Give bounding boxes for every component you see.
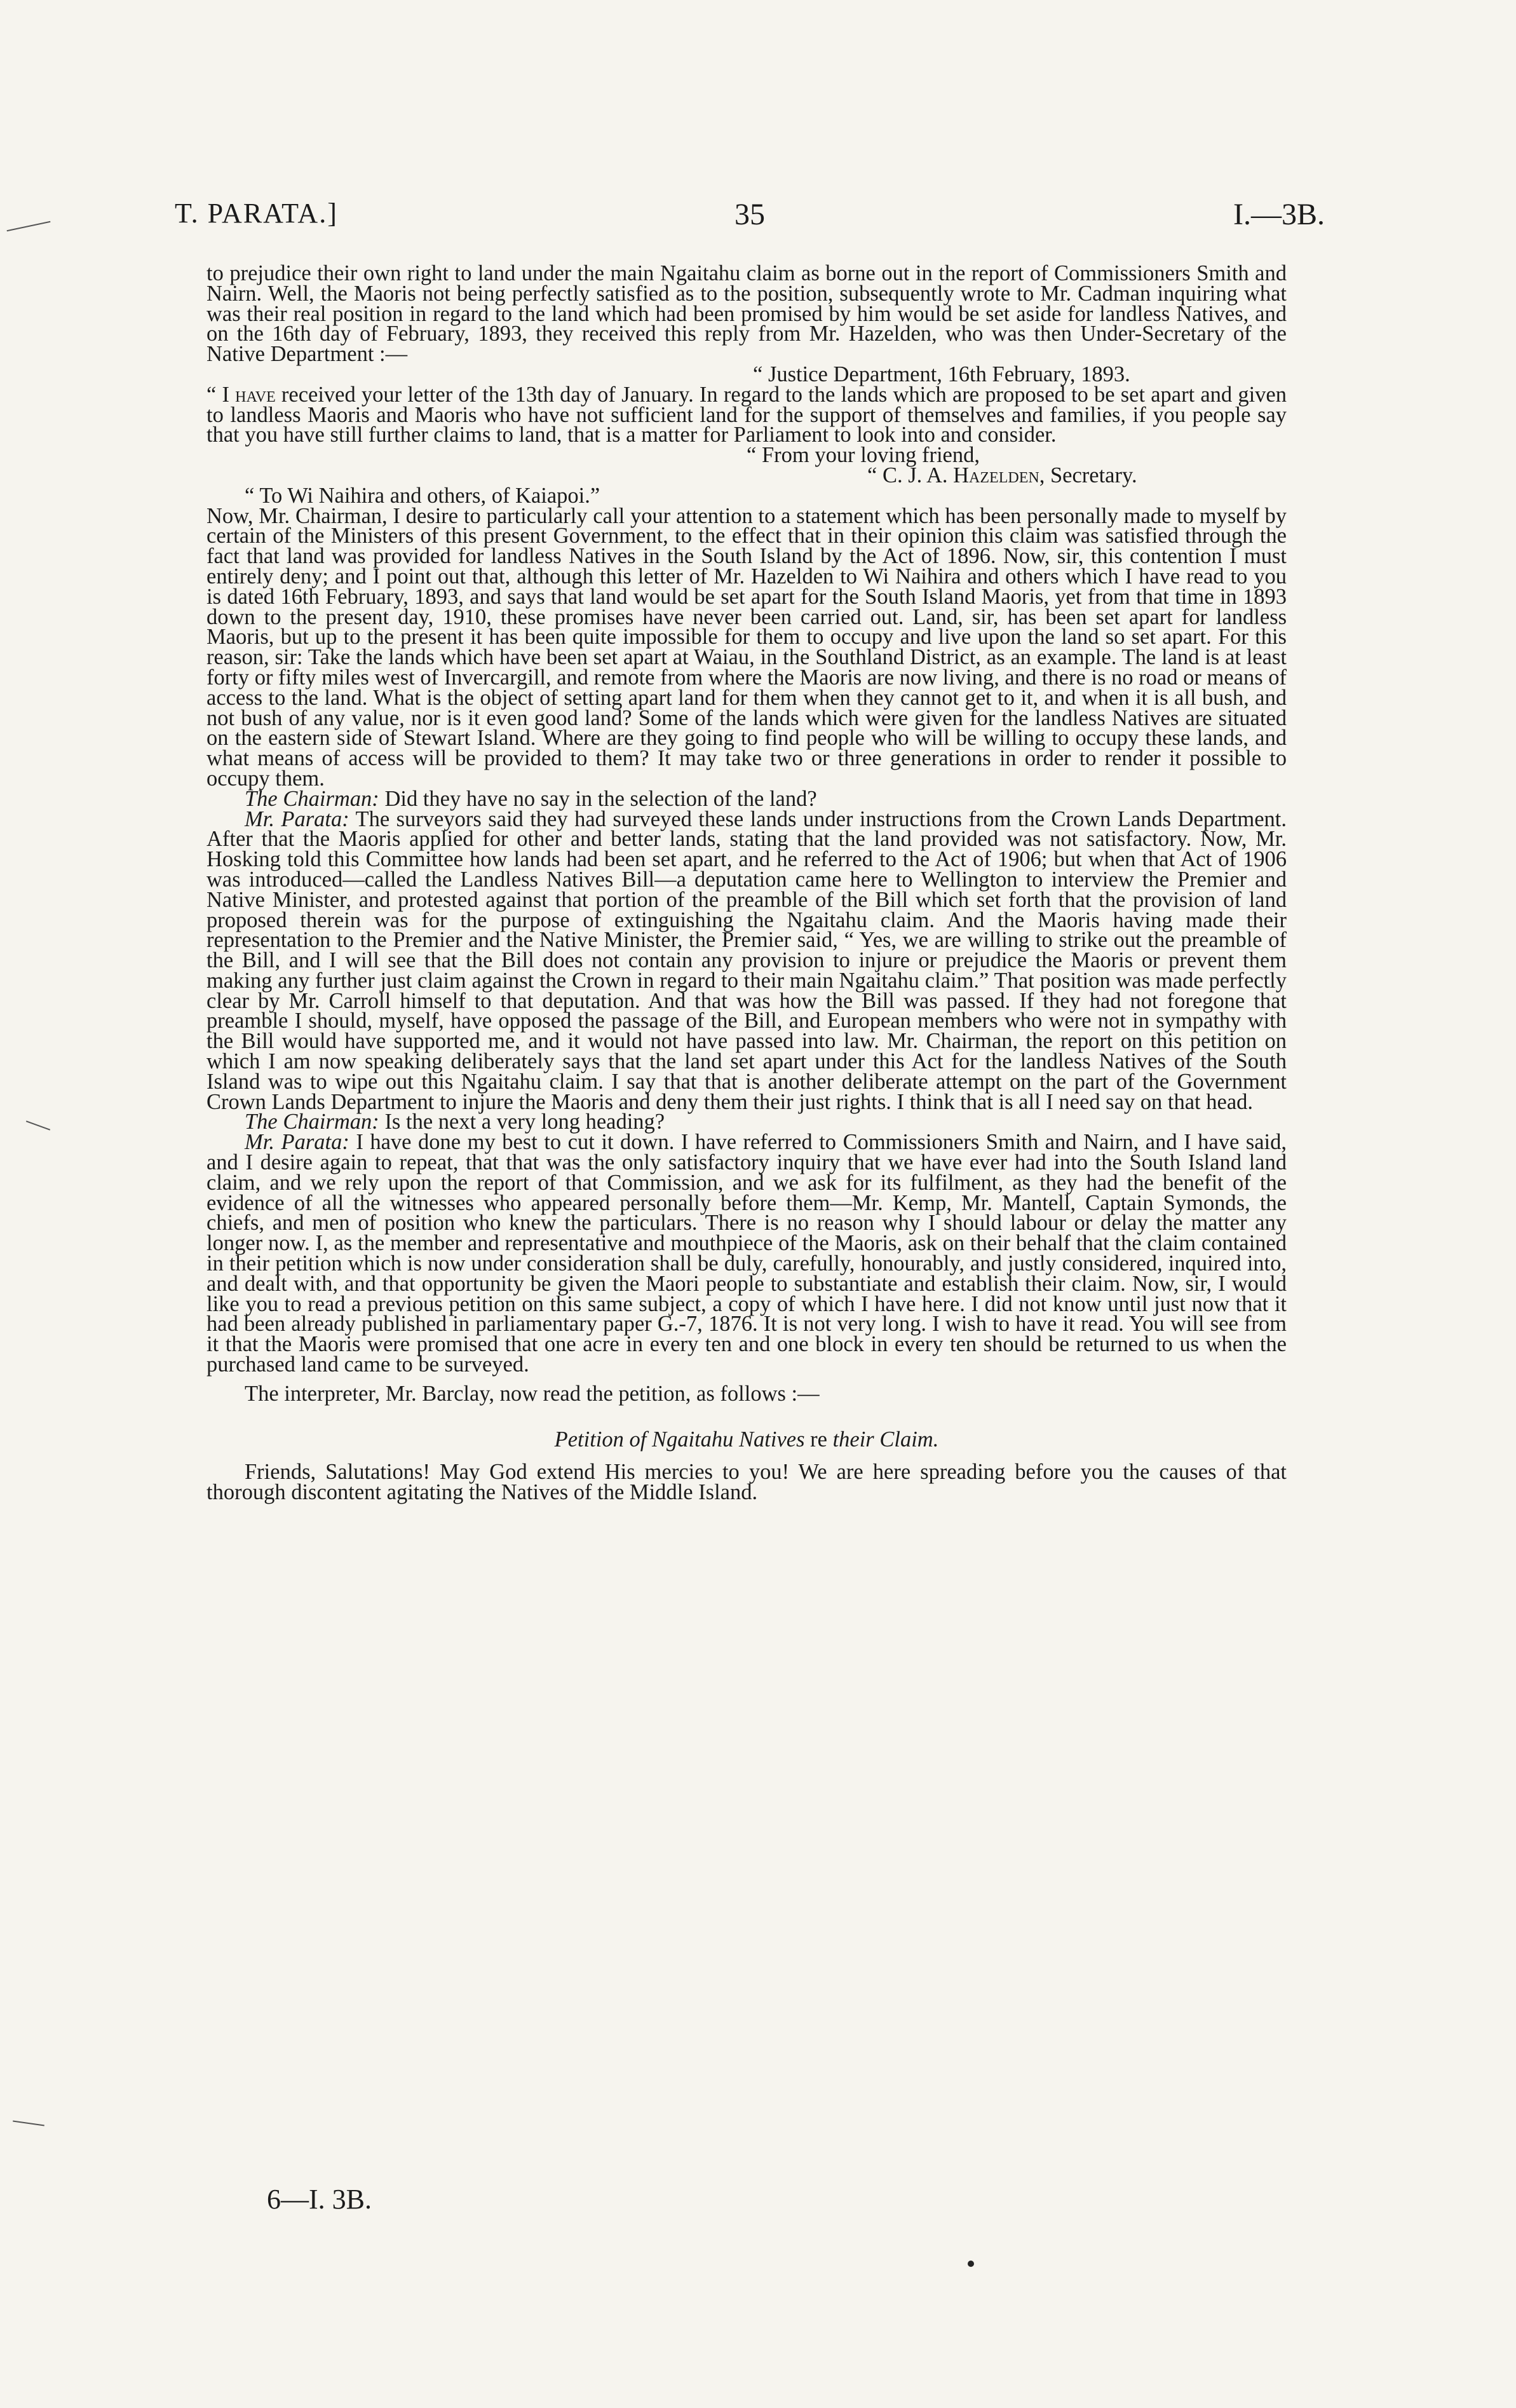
scan-mark-left-top — [7, 221, 51, 232]
print-dot — [968, 2261, 974, 2267]
paragraph-continued: to prejudice their own right to land under the main Ngaitahu claim as borne out in the report of Commissioners Smith and Nairn. Well, the Maoris not being perfectly satisfied as to the position, subsequently wrote to Mr. Cadman inquiring what was their real position in regard to the land which had been promised by him would be set aside for landless Natives, and on the 16th day of February, 1893, they received this reply from Mr. Hazelden, who was then Under-Secretary of the Native Department :— — [206, 261, 1287, 367]
scan-mark-left-low — [13, 2121, 44, 2126]
speaker-label: Mr. Parata: — [245, 806, 349, 831]
parata-answer-2: Mr. Parata: I have done my best to cut it down. I have referred to Commissioners Smith and Nairn, and I have said, and I desire again to repeat, that that was the only satisfactory inquiry that we have ever had into the South Island land claim, and we rely upon the report of that Commission, and we ask for its fulfilment, as they had the benefit of the evidence of all the witnesses who appeared personally before them—Mr. Kemp, Mr. Mantell, Captain Symonds, the chiefs, and men of position who knew the particulars. There is no reason why I should labour or delay the matter any longer now. I, as the member and representative and mouthpiece of the Maoris, ask on their behalf that the claim contained in their petition which is now under consideration shall be duly, carefully, honourably, and justly considered, inquired into, and dealt with, and that opportunity be given the Maori people to substantiate and establish their claim. Now, sir, I would like you to read a previous petition on this same subject, a copy of which I have here. I did not know until just now that it had been already published in parliamentary paper G.-7, 1876. It is not very long. I wish to have it read. You will see from it that the Maoris were promised that one acre in every ten and one block in every ten should be returned to us when the purchased land came to be surveyed. — [206, 1130, 1287, 1377]
petition-title: Petition of Ngaitahu Natives re their Claim. — [554, 1427, 939, 1452]
letter-signature: “ C. J. A. Hazelden, Secretary. — [867, 463, 1137, 487]
speaker-label: The Chairman: — [245, 1110, 379, 1134]
page-header — [175, 197, 1325, 235]
petition-salutation: Friends, Salutations! May God extend His mercies to you! We are here spreading before you the causes of that thorough discontent agitating the Natives of the Middle Island. — [206, 1460, 1287, 1505]
letter-body: “ I have received your letter of the 13th day of January. In regard to the lands which are proposed to be set apart and given to landless Maoris and Maoris who have not sufficient land for the support of themselves and families, if you people say that you have still further claims to land, that is a matter for Parliament to look into and consider. — [206, 382, 1287, 447]
letter-dateline: “ Justice Department, 16th February, 1893. — [753, 362, 1130, 386]
scan-mark-left-mid — [26, 1120, 50, 1131]
chairman-question-1: The Chairman: Did they have no say in the selection of the land? — [245, 786, 817, 811]
page-number: 35 — [734, 198, 765, 231]
signature-mark: 6—I. 3B. — [267, 2184, 372, 2215]
speaker-label: The Chairman: — [245, 786, 379, 811]
interpreter-note: The interpreter, Mr. Barclay, now read the petition, as follows :— — [245, 1381, 820, 1406]
speaker-label: Mr. Parata: — [245, 1130, 349, 1155]
document-body — [206, 261, 1287, 1505]
header-witness-name: T. PARATA.] — [175, 198, 338, 229]
chairman-question-2: The Chairman: Is the next a very long heading? — [245, 1110, 665, 1134]
paragraph-ministers-statement: Now, Mr. Chairman, I desire to particularly call your attention to a statement which has been personally made to myself by certain of the Ministers of this present Government, to the effect that in their opinion this claim was satisfied through the fact that land was provided for landless Natives in the South Island by the Act of 1896. Now, sir, this contention I must entirely deny; and I point out that, although this letter of Mr. Hazelden to Wi Naihira and others which I have read to you is dated 16th February, 1893, and says that land would be set apart for the South Island Maoris, yet from that time in 1893 down to the present day, 1910, these promises have never been carried out. Land, sir, has been set apart for landless Maoris, but up to the present it has been quite impossible for them to occupy and live upon the land so set apart. For this reason, sir: Take the lands which have been set apart at Waiau, in the Southland District, as an example. The land is at least forty or fifty miles west of Invercargill, and remote from where the Maoris are now living, and there is no road or means of access to the land. What is the object of setting apart land for them when they cannot get to it, and when it is all bush, and not bush of any value, nor is it even good land? Some of the lands which were given for the landless Natives are situated on the eastern side of Stewart Island. Where are they going to find people who will be willing to occupy these lands, and what means of access will be provided to them? It may take two or three generations in order to render it possible to occupy them. — [206, 503, 1287, 791]
parata-answer-1: Mr. Parata: The surveyors said they had surveyed these lands under instructions from the Crown Lands Department. After that the Maoris applied for other and better lands, stating that the land provided was not satisfactory. Now, Mr. Hosking told this Committee how lands had been set apart, and he referred to the Act of 1906; but when that Act of 1906 was introduced—called the Landless Natives Bill—a deputation came here to Wellington to interview the Premier and Native Minister, and protested against that portion of the preamble of the Bill which set forth that the provision of land proposed therein was for the purpose of extinguishing the Ngaitahu claim. And the Maoris having made their representation to the Premier and the Native Minister, the Premier said, “ Yes, we are willing to strike out the preamble of the Bill, and I will see that the Bill does not contain any provision to injure or prejudice the Maoris or prevent them making any further just claim against the Crown in regard to their main Ngaitahu claim.” That position was made perfectly clear by Mr. Carroll himself to that deputation. And that was how the Bill was passed. If they had not foregone that preamble I should, myself, have opposed the passage of the Bill, and European members who were not in sympathy with the Bill would have supported me, and it would not have passed into law. Mr. Chairman, the report on this petition on which I am now speaking deliberately says that the land set apart under this Act for the landless Natives of the South Island was to wipe out this Ngaitahu claim. I say that that is another deliberate attempt on the part of the Government Crown Lands Department to injure the Maoris and deny them their just rights. I think that is all I need say on that head. — [206, 806, 1287, 1114]
letter-addressee: “ To Wi Naihira and others, of Kaiapoi.” — [245, 483, 600, 508]
letter-closing: “ From your loving friend, — [747, 443, 980, 468]
paper-reference: I.—3B. — [1233, 198, 1325, 231]
